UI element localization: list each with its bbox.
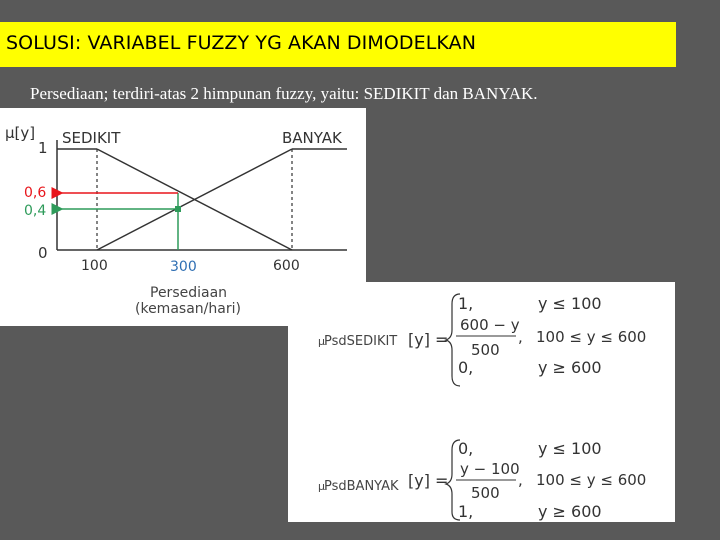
banyak-case2-den: 500 (471, 484, 500, 502)
sedikit-case2-comma: , (518, 328, 523, 346)
banyak-case2-num: y − 100 (460, 460, 520, 478)
banyak-case3-cond: y ≥ 600 (538, 502, 602, 521)
formula-banyak (318, 439, 646, 521)
sedikit-case3-cond: y ≥ 600 (538, 358, 602, 377)
formula-sedikit (318, 294, 646, 386)
slide-title: SOLUSI: VARIABEL FUZZY YG AKAN DIMODELKAN (6, 32, 477, 54)
mu-symbol-banyak: μ (318, 480, 325, 493)
banyak-case1-value: 0, (458, 439, 474, 458)
sedikit-case1-value: 1, (458, 294, 474, 313)
formula-svg (288, 282, 675, 522)
x-tick-300: 300 (170, 259, 197, 275)
sedikit-case2-cond: 100 ≤ y ≤ 600 (536, 328, 647, 346)
x-tick-100: 100 (81, 258, 108, 274)
point-04 (175, 206, 181, 212)
title-bar (0, 22, 676, 67)
banyak-case3-value: 1, (458, 502, 474, 521)
sedikit-case2-den: 500 (471, 341, 500, 359)
formula-banyak-sub: PsdBANYAK (324, 479, 399, 494)
x-axis-label-line1: Persediaan (150, 285, 228, 301)
banyak-case1-cond: y ≤ 100 (538, 439, 602, 458)
formula-sedikit-sub: PsdSEDIKIT (324, 334, 398, 349)
slide-subtitle: Persediaan; terdiri-atas 2 himpunan fuzzy, yaitu: SEDIKIT dan BANYAK. (30, 84, 538, 103)
y-tick-1: 1 (38, 139, 48, 157)
banyak-case2-cond: 100 ≤ y ≤ 600 (536, 471, 647, 489)
formula-sedikit-arg: [y] = (408, 330, 449, 349)
banyak-case2-comma: , (518, 471, 523, 489)
sedikit-case3-value: 0, (458, 358, 474, 377)
y-tick-06: 0,6 (24, 185, 47, 201)
formula-panel (288, 282, 675, 522)
y-tick-0: 0 (38, 244, 48, 262)
formula-banyak-arg: [y] = (408, 471, 449, 490)
y-tick-04: 0,4 (24, 203, 47, 219)
set-label-sedikit: SEDIKIT (62, 129, 121, 147)
sedikit-case2-num: 600 − y (460, 316, 520, 334)
mu-symbol-sedikit: μ (318, 335, 325, 348)
sedikit-case1-cond: y ≤ 100 (538, 294, 602, 313)
set-label-banyak: BANYAK (282, 129, 342, 147)
x-tick-600: 600 (273, 258, 300, 274)
y-axis-label: μ[y] (5, 124, 36, 142)
x-axis-label-line2: (kemasan/hari) (135, 301, 241, 317)
